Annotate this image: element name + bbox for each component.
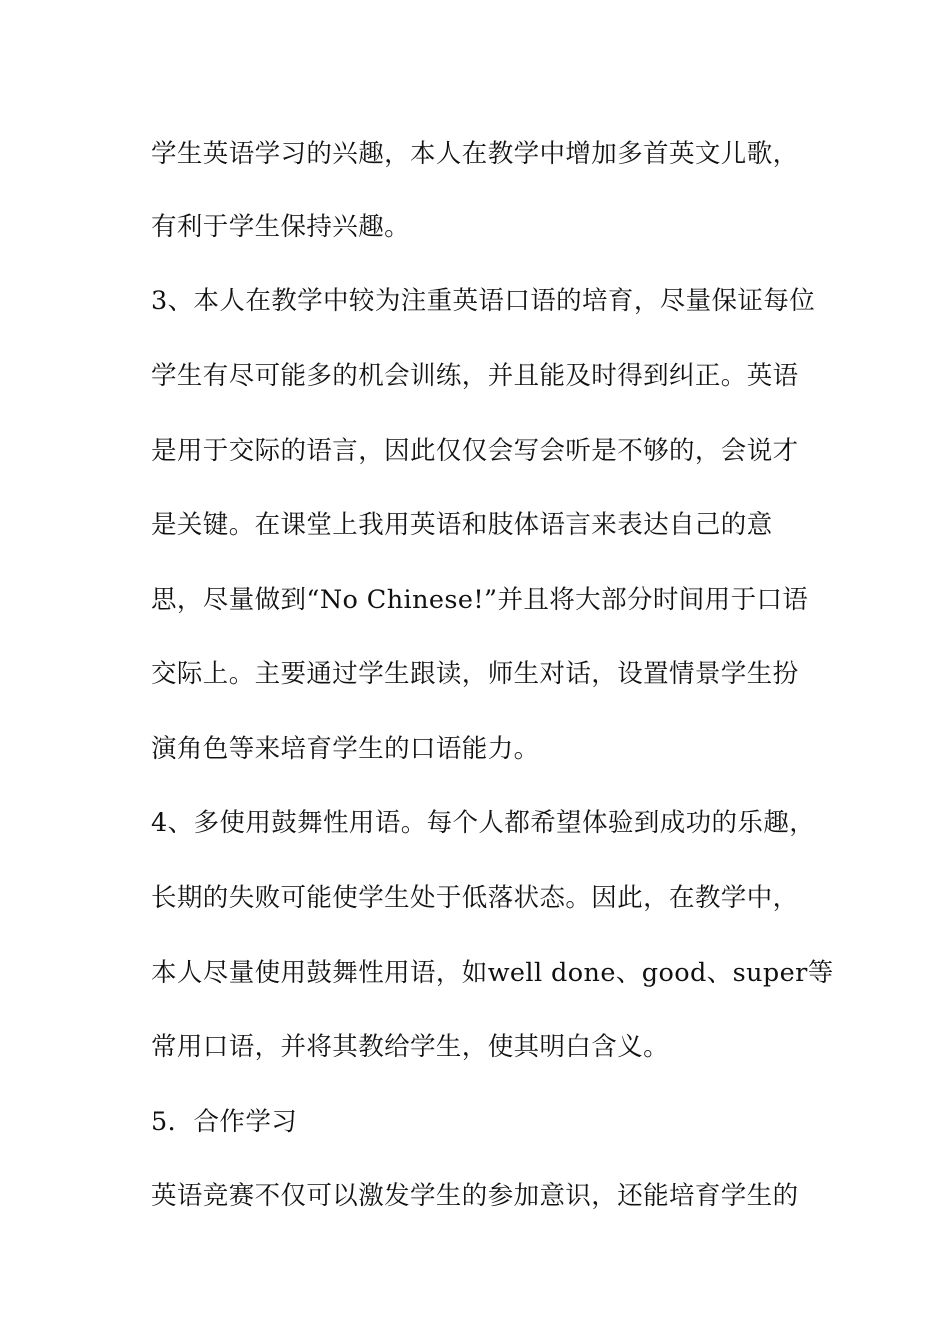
text-line: 4、多使用鼓舞性用语。每个人都希望体验到成功的乐趣，: [151, 808, 816, 838]
text-line: 长期的失败可能使学生处于低落状态。因此，在教学中，: [151, 883, 799, 913]
text-line: 有利于学生保持兴趣。: [151, 212, 411, 242]
text-line: 常用口语，并将其教给学生，使其明白含义。: [151, 1032, 670, 1062]
text-line: 是用于交际的语言，因此仅仅会写会听是不够的，会说才: [151, 436, 799, 466]
text-line: 交际上。主要通过学生跟读，师生对话，设置情景学生扮: [151, 659, 799, 689]
text-line: 3、本人在教学中较为注重英语口语的培育，尽量保证每位: [151, 286, 816, 316]
text-line: 演角色等来培育学生的口语能力。: [151, 734, 540, 764]
text-line: 英语竞赛不仅可以激发学生的参加意识，还能培育学生的: [151, 1181, 799, 1211]
text-line: 本人尽量使用鼓舞性用语，如well done、good、super等: [151, 958, 834, 988]
text-line: 5．合作学习: [151, 1107, 298, 1137]
text-line: 思，尽量做到“No Chinese!”并且将大部分时间用于口语: [151, 585, 809, 615]
text-line: 学生有尽可能多的机会训练，并且能及时得到纠正。英语: [151, 361, 799, 391]
text-line: 是关键。在课堂上我用英语和肢体语言来表达自己的意: [151, 510, 773, 540]
text-line: 学生英语学习的兴趣，本人在教学中增加多首英文儿歌，: [151, 139, 799, 169]
